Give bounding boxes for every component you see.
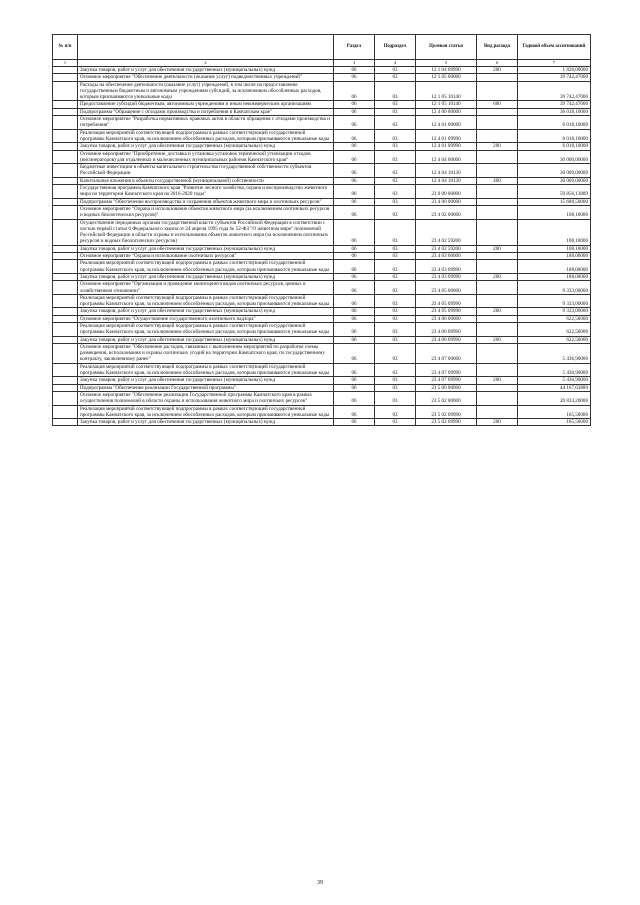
- row-sum-cell: 44 167,63889: [518, 384, 591, 391]
- row-sum-cell: 30 000,00000: [518, 150, 591, 164]
- row-expense-type-cell: [477, 205, 518, 219]
- row-number-cell: [53, 343, 78, 363]
- row-expense-type-cell: [477, 322, 518, 336]
- row-expense-type-cell: [477, 81, 518, 101]
- row-target-article-cell: 23 4 05 09990: [416, 294, 477, 308]
- table-row: [53, 205, 591, 219]
- row-target-article-cell: 23 4 06 00000: [416, 315, 477, 322]
- row-razdel-cell: 06: [334, 405, 375, 419]
- row-podrazdel-cell: 03: [375, 273, 416, 280]
- table-row: [53, 273, 591, 280]
- col-index: 5: [416, 60, 477, 67]
- row-sum-cell: 165,50000: [518, 419, 591, 426]
- row-number-cell: [53, 164, 78, 178]
- row-target-article-cell: 23 4 03 09990: [416, 260, 477, 274]
- row-razdel-cell: 06: [334, 308, 375, 315]
- row-sum-cell: 6 018,10000: [518, 129, 591, 143]
- col-index: 2: [78, 60, 334, 67]
- row-target-article-cell: 12 4 01 00000: [416, 116, 477, 130]
- table-row: [53, 343, 591, 363]
- row-name-cell: Реализация мероприятий соответствующей подпрограммы в рамках соответствующей государственной программы Камчатского края, за исключением обособленных расходов, которым присваиваются уникальные коды: [78, 322, 334, 336]
- col-header-expense-type: Вид расхода: [477, 35, 518, 60]
- col-header-number: № п/п: [53, 35, 78, 60]
- row-name-cell: Основное мероприятие "Осуществление государственного охотничьего надзора": [78, 315, 334, 322]
- table-row: [53, 164, 591, 178]
- col-index: 7: [518, 60, 591, 67]
- row-podrazdel-cell: 03: [375, 205, 416, 219]
- row-target-article-cell: 23 4 02 59200: [416, 245, 477, 252]
- row-razdel-cell: 06: [334, 253, 375, 260]
- row-sum-cell: 9 333,00000: [518, 281, 591, 295]
- row-sum-cell: 5 436,90000: [518, 343, 591, 363]
- row-expense-type-cell: [477, 294, 518, 308]
- row-sum-cell: 36 018,10000: [518, 108, 591, 115]
- row-number-cell: [53, 108, 78, 115]
- row-number-cell: [53, 253, 78, 260]
- row-target-article-cell: 12 4 04 10130: [416, 164, 477, 178]
- row-podrazdel-cell: 03: [375, 308, 416, 315]
- row-razdel-cell: 06: [334, 322, 375, 336]
- row-target-article-cell: 23 4 05 00000: [416, 281, 477, 295]
- row-number-cell: [53, 67, 78, 74]
- row-podrazdel-cell: 03: [375, 281, 416, 295]
- table-row: [53, 322, 591, 336]
- row-podrazdel-cell: 03: [375, 177, 416, 184]
- row-target-article-cell: 23 5 02 09990: [416, 405, 477, 419]
- row-sum-cell: 108,10000: [518, 245, 591, 252]
- col-index: 6: [477, 60, 518, 67]
- row-target-article-cell: 12 4 04 10130: [416, 177, 477, 184]
- row-name-cell: Предоставление субсидий бюджетным, автономным учреждениям и иным некоммерческим организациям: [78, 101, 334, 108]
- row-name-cell: Закупка товаров, работ и услуг для обеспечения государственных (муниципальных) нужд: [78, 419, 334, 426]
- row-expense-type-cell: [477, 164, 518, 178]
- budget-table: [52, 34, 591, 426]
- row-razdel-cell: 06: [334, 336, 375, 343]
- table-row: [53, 177, 591, 184]
- row-number-cell: [53, 377, 78, 384]
- row-name-cell: Основное мероприятие "Организация и проведение мониторинга видов охотничьих ресурсов, ценных в хозяйственном отношении": [78, 281, 334, 295]
- row-expense-type-cell: [477, 74, 518, 81]
- table-row: [53, 363, 591, 377]
- row-razdel-cell: 06: [334, 219, 375, 245]
- row-name-cell: Капитальные вложения в объекты государственной (муниципальной) собственности: [78, 177, 334, 184]
- table-row: [53, 101, 591, 108]
- row-expense-type-cell: [477, 384, 518, 391]
- column-index-row: [53, 60, 591, 67]
- row-podrazdel-cell: 03: [375, 391, 416, 405]
- row-sum-cell: 15 688,50000: [518, 198, 591, 205]
- row-number-cell: [53, 419, 78, 426]
- row-target-article-cell: 12 4 04 00000: [416, 150, 477, 164]
- row-number-cell: [53, 198, 78, 205]
- col-header-razdel: Раздел: [334, 35, 375, 60]
- table-row: [53, 391, 591, 405]
- row-number-cell: [53, 308, 78, 315]
- row-podrazdel-cell: 03: [375, 67, 416, 74]
- table-row: [53, 260, 591, 274]
- row-target-article-cell: 23 4 02 00000: [416, 205, 477, 219]
- row-name-cell: Закупка товаров, работ и услуг для обеспечения государственных (муниципальных) нужд: [78, 336, 334, 343]
- row-sum-cell: 30 000,00000: [518, 164, 591, 178]
- row-podrazdel-cell: 03: [375, 116, 416, 130]
- col-index: 1: [53, 60, 78, 67]
- row-name-cell: Подпрограмма "Обеспечение воспроизводства и сохранения объектов животного мира и охотничьих ресурсов": [78, 198, 334, 205]
- row-razdel-cell: 06: [334, 260, 375, 274]
- table-row: [53, 81, 591, 101]
- row-number-cell: [53, 101, 78, 108]
- row-expense-type-cell: 400: [477, 177, 518, 184]
- row-number-cell: [53, 219, 78, 245]
- table-row: [53, 219, 591, 245]
- col-header-target-article: Целевая статья: [416, 35, 477, 60]
- row-expense-type-cell: 200: [477, 308, 518, 315]
- row-name-cell: Закупка товаров, работ и услуг для обеспечения государственных (муниципальных) нужд: [78, 273, 334, 280]
- table-row: [53, 74, 591, 81]
- row-sum-cell: 5 436,90000: [518, 377, 591, 384]
- row-name-cell: Закупка товаров, работ и услуг для обеспечения государственных (муниципальных) нужд: [78, 377, 334, 384]
- row-razdel-cell: 06: [334, 315, 375, 322]
- row-expense-type-cell: [477, 363, 518, 377]
- row-name-cell: Закупка товаров, работ и услуг для обеспечения государственных (муниципальных) нужд: [78, 143, 334, 150]
- row-podrazdel-cell: 03: [375, 245, 416, 252]
- row-razdel-cell: 06: [334, 101, 375, 108]
- row-name-cell: Реализация мероприятий соответствующей подпрограммы в рамках соответствующей государственной программы Камчатского края, за исключением обособленных расходов, которым присваиваются уникальные коды: [78, 405, 334, 419]
- table-row: [53, 150, 591, 164]
- row-podrazdel-cell: 03: [375, 315, 416, 322]
- table-row: [53, 308, 591, 315]
- row-expense-type-cell: [477, 253, 518, 260]
- row-name-cell: Реализация мероприятий соответствующей подпрограммы в рамках соответствующей государственной программы Камчатского края, за исключением обособленных расходов, которым присваиваются уникальные коды: [78, 363, 334, 377]
- row-expense-type-cell: [477, 391, 518, 405]
- col-index: 3: [334, 60, 375, 67]
- row-razdel-cell: 06: [334, 164, 375, 178]
- row-podrazdel-cell: 03: [375, 150, 416, 164]
- row-target-article-cell: 23 5 00 00000: [416, 384, 477, 391]
- table-row: [53, 294, 591, 308]
- row-razdel-cell: 06: [334, 129, 375, 143]
- row-name-cell: Основное мероприятие "Разработка нормативных правовых актов в области обращения с отходами производства и потребления": [78, 116, 334, 130]
- row-target-article-cell: 23 4 00 00000: [416, 198, 477, 205]
- row-podrazdel-cell: 03: [375, 294, 416, 308]
- row-podrazdel-cell: 03: [375, 108, 416, 115]
- row-podrazdel-cell: 03: [375, 405, 416, 419]
- table-header-row: [53, 35, 591, 60]
- table-row: [53, 108, 591, 115]
- row-number-cell: [53, 322, 78, 336]
- row-podrazdel-cell: 03: [375, 419, 416, 426]
- row-target-article-cell: 23 4 06 09990: [416, 322, 477, 336]
- row-target-article-cell: 23 4 07 09990: [416, 363, 477, 377]
- row-expense-type-cell: [477, 129, 518, 143]
- col-header-annual-volume: Годовой объем ассигнований: [518, 35, 591, 60]
- row-target-article-cell: 23 0 00 00000: [416, 185, 477, 199]
- col-header-podrazdel: Подраздел: [375, 35, 416, 60]
- row-number-cell: [53, 405, 78, 419]
- row-expense-type-cell: [477, 260, 518, 274]
- row-podrazdel-cell: 03: [375, 343, 416, 363]
- row-target-article-cell: 23 4 02 59200: [416, 219, 477, 245]
- row-name-cell: Подпрограмма "Обращение с отходами производства и потребления в Камчатском крае": [78, 108, 334, 115]
- row-target-article-cell: 12 4 00 00000: [416, 108, 477, 115]
- row-podrazdel-cell: 03: [375, 185, 416, 199]
- row-sum-cell: 188,00000: [518, 260, 591, 274]
- row-sum-cell: 188,00000: [518, 253, 591, 260]
- row-razdel-cell: 06: [334, 343, 375, 363]
- table-row: [53, 377, 591, 384]
- row-target-article-cell: 12 4 01 09990: [416, 143, 477, 150]
- table-body: [53, 67, 591, 426]
- row-razdel-cell: 06: [334, 81, 375, 101]
- row-number-cell: [53, 273, 78, 280]
- row-expense-type-cell: [477, 405, 518, 419]
- row-name-cell: Реализация мероприятий соответствующей подпрограммы в рамках соответствующей государственной программы Камчатского края, за исключением обособленных расходов, которым присваиваются уникальные коды: [78, 294, 334, 308]
- row-razdel-cell: 06: [334, 177, 375, 184]
- row-target-article-cell: 23 4 05 09990: [416, 308, 477, 315]
- row-target-article-cell: 12 1 04 09990: [416, 67, 477, 74]
- row-number-cell: [53, 185, 78, 199]
- row-sum-cell: 622,50000: [518, 315, 591, 322]
- row-sum-cell: 1 826,00000: [518, 67, 591, 74]
- row-expense-type-cell: [477, 315, 518, 322]
- row-sum-cell: 20 833,20000: [518, 391, 591, 405]
- table-row: [53, 281, 591, 295]
- row-number-cell: [53, 129, 78, 143]
- row-razdel-cell: 06: [334, 116, 375, 130]
- row-expense-type-cell: [477, 198, 518, 205]
- row-number-cell: [53, 281, 78, 295]
- row-expense-type-cell: 200: [477, 143, 518, 150]
- row-name-cell: Основное мероприятие "Приобретение, доставка и установка установок термической утилизации отходов (инсинераторов) для отдаленных и малочисленных муниципальных районов Камчатского края": [78, 150, 334, 164]
- row-number-cell: [53, 260, 78, 274]
- row-name-cell: Основное мероприятие "Обеспечение деятельности (оказание услуг) подведомственных учреждений": [78, 74, 334, 81]
- row-razdel-cell: 06: [334, 294, 375, 308]
- table-row: [53, 143, 591, 150]
- row-number-cell: [53, 150, 78, 164]
- row-number-cell: [53, 74, 78, 81]
- row-razdel-cell: 06: [334, 108, 375, 115]
- row-razdel-cell: 06: [334, 74, 375, 81]
- row-expense-type-cell: 200: [477, 67, 518, 74]
- row-podrazdel-cell: 03: [375, 253, 416, 260]
- table-row: [53, 198, 591, 205]
- row-podrazdel-cell: 03: [375, 322, 416, 336]
- row-name-cell: Основное мероприятие "Обеспечение расходов, связанных с выполнением мероприятий по разработке схемы размещения, использования и охраны охотничьих угодий на территории Камчатского края, по государственному контракту, заключенному ранее": [78, 343, 334, 363]
- row-podrazdel-cell: 03: [375, 74, 416, 81]
- row-name-cell: Расходы на обеспечение деятельности (оказание услуг) учреждений, в том числе на предоставление государственным бюджетным и автономным учреждениям субсидий, за исключением обособленных расходов, которым присваиваются уникальные коды: [78, 81, 334, 101]
- row-expense-type-cell: 600: [477, 101, 518, 108]
- row-number-cell: [53, 245, 78, 252]
- table-row: [53, 384, 591, 391]
- row-number-cell: [53, 177, 78, 184]
- row-name-cell: Основное мероприятие "Охрана и использование объектов животного мира (за исключением охотничьих ресурсов и водных биологических ресурсов)": [78, 205, 334, 219]
- row-sum-cell: 108,10000: [518, 205, 591, 219]
- row-name-cell: Подпрограмма "Обеспечение реализации Государственной программы": [78, 384, 334, 391]
- row-expense-type-cell: 200: [477, 245, 518, 252]
- row-name-cell: Государственная программа Камчатского края "Развитие лесного хозяйства, охрана и воспроизводство животного мира на территории Камчатского края на 2016-2020 годы": [78, 185, 334, 199]
- row-podrazdel-cell: 03: [375, 219, 416, 245]
- table-row: [53, 336, 591, 343]
- row-razdel-cell: 06: [334, 281, 375, 295]
- row-number-cell: [53, 143, 78, 150]
- row-target-article-cell: 12 1 05 00000: [416, 74, 477, 81]
- table-row: [53, 419, 591, 426]
- row-podrazdel-cell: 03: [375, 363, 416, 377]
- row-razdel-cell: 06: [334, 150, 375, 164]
- row-sum-cell: 6 018,10000: [518, 143, 591, 150]
- row-podrazdel-cell: 03: [375, 164, 416, 178]
- row-name-cell: Закупка товаров, работ и услуг для обеспечения государственных (муниципальных) нужд: [78, 67, 334, 74]
- row-podrazdel-cell: 03: [375, 129, 416, 143]
- table-row: [53, 405, 591, 419]
- row-sum-cell: 9 333,00000: [518, 308, 591, 315]
- row-razdel-cell: 06: [334, 273, 375, 280]
- row-target-article-cell: 23 4 06 09990: [416, 336, 477, 343]
- row-number-cell: [53, 363, 78, 377]
- row-razdel-cell: 06: [334, 67, 375, 74]
- row-expense-type-cell: 200: [477, 336, 518, 343]
- row-number-cell: [53, 384, 78, 391]
- row-number-cell: [53, 205, 78, 219]
- row-name-cell: Закупка товаров, работ и услуг для обеспечения государственных (муниципальных) нужд: [78, 308, 334, 315]
- row-expense-type-cell: 200: [477, 419, 518, 426]
- row-sum-cell: 622,50000: [518, 336, 591, 343]
- row-sum-cell: 108,10000: [518, 219, 591, 245]
- row-target-article-cell: 23 4 03 09990: [416, 273, 477, 280]
- row-podrazdel-cell: 03: [375, 101, 416, 108]
- row-name-cell: Осуществление переданных органам государственной власти субъектов Российской Федерации в соответствии с частью первой статьи 6 Федерального закона от 24 апреля 1995 года № 52-ФЗ "О животном мире" полномочий Российской Федерации в области охраны и использования объектов животного мира (за исключением охотничьих ресурсов и водных биологических ресурсов): [78, 219, 334, 245]
- row-sum-cell: 39 742,47000: [518, 74, 591, 81]
- table-row: [53, 67, 591, 74]
- row-expense-type-cell: [477, 185, 518, 199]
- row-razdel-cell: 06: [334, 391, 375, 405]
- row-podrazdel-cell: 03: [375, 336, 416, 343]
- row-razdel-cell: 06: [334, 377, 375, 384]
- row-expense-type-cell: [477, 343, 518, 363]
- row-sum-cell: 39 742,47000: [518, 101, 591, 108]
- row-razdel-cell: 06: [334, 143, 375, 150]
- row-expense-type-cell: 200: [477, 273, 518, 280]
- row-razdel-cell: 06: [334, 384, 375, 391]
- row-sum-cell: 39 742,47000: [518, 81, 591, 101]
- row-expense-type-cell: [477, 281, 518, 295]
- row-podrazdel-cell: 03: [375, 81, 416, 101]
- row-expense-type-cell: [477, 116, 518, 130]
- row-sum-cell: 9 333,00000: [518, 294, 591, 308]
- row-podrazdel-cell: 03: [375, 377, 416, 384]
- row-number-cell: [53, 116, 78, 130]
- budget-table-sheet: [52, 34, 590, 426]
- row-name-cell: Закупка товаров, работ и услуг для обеспечения государственных (муниципальных) нужд: [78, 245, 334, 252]
- row-target-article-cell: 23 4 07 09990: [416, 377, 477, 384]
- row-podrazdel-cell: 03: [375, 384, 416, 391]
- row-name-cell: Реализация мероприятий соответствующей подпрограммы в рамках соответствующей государственной программы Камчатского края, за исключением обособленных расходов, которым присваиваются уникальные коды: [78, 260, 334, 274]
- row-sum-cell: 30 000,00000: [518, 177, 591, 184]
- row-expense-type-cell: [477, 108, 518, 115]
- row-name-cell: Бюджетные инвестиции в объекты капитального строительства государственной собственности субъектов Российской Федерации: [78, 164, 334, 178]
- row-razdel-cell: 06: [334, 185, 375, 199]
- row-target-article-cell: 12 4 01 09990: [416, 129, 477, 143]
- row-podrazdel-cell: 03: [375, 198, 416, 205]
- table-row: [53, 185, 591, 199]
- col-index: 4: [375, 60, 416, 67]
- col-header-name: [78, 35, 334, 60]
- row-podrazdel-cell: 03: [375, 260, 416, 274]
- row-sum-cell: 188,00000: [518, 273, 591, 280]
- row-number-cell: [53, 294, 78, 308]
- table-row: [53, 315, 591, 322]
- row-number-cell: [53, 336, 78, 343]
- table-row: [53, 129, 591, 143]
- row-sum-cell: 59 856,13889: [518, 185, 591, 199]
- row-target-article-cell: 23 4 03 00000: [416, 253, 477, 260]
- row-name-cell: Основное мероприятие "Обеспечение реализации Государственной программы Камчатского края в рамках осуществления полномочий в области охраны и использования животного мира и охотничьих ресурсов": [78, 391, 334, 405]
- table-row: [53, 253, 591, 260]
- row-target-article-cell: 12 1 05 10140: [416, 101, 477, 108]
- row-razdel-cell: 06: [334, 205, 375, 219]
- row-target-article-cell: 23 4 07 00000: [416, 343, 477, 363]
- row-podrazdel-cell: 03: [375, 143, 416, 150]
- row-sum-cell: 6 018,10000: [518, 116, 591, 130]
- row-expense-type-cell: [477, 150, 518, 164]
- page-number: 39: [317, 880, 323, 886]
- row-number-cell: [53, 315, 78, 322]
- row-expense-type-cell: [477, 219, 518, 245]
- row-sum-cell: 622,50000: [518, 322, 591, 336]
- table-row: [53, 245, 591, 252]
- row-sum-cell: 165,50000: [518, 405, 591, 419]
- row-target-article-cell: 23 5 02 09990: [416, 419, 477, 426]
- row-razdel-cell: 06: [334, 419, 375, 426]
- row-sum-cell: 5 436,90000: [518, 363, 591, 377]
- row-target-article-cell: 23 5 02 00000: [416, 391, 477, 405]
- row-target-article-cell: 12 1 05 10140: [416, 81, 477, 101]
- row-name-cell: Реализация мероприятий соответствующей подпрограммы в рамках соответствующей государственной программы Камчатского края, за исключением обособленных расходов, которым присваиваются уникальные коды: [78, 129, 334, 143]
- row-number-cell: [53, 81, 78, 101]
- table-row: [53, 116, 591, 130]
- row-razdel-cell: 06: [334, 245, 375, 252]
- row-expense-type-cell: 200: [477, 377, 518, 384]
- row-razdel-cell: 06: [334, 198, 375, 205]
- row-number-cell: [53, 391, 78, 405]
- row-name-cell: Основное мероприятие "Охрана и использование охотничьих ресурсов": [78, 253, 334, 260]
- row-razdel-cell: 06: [334, 363, 375, 377]
